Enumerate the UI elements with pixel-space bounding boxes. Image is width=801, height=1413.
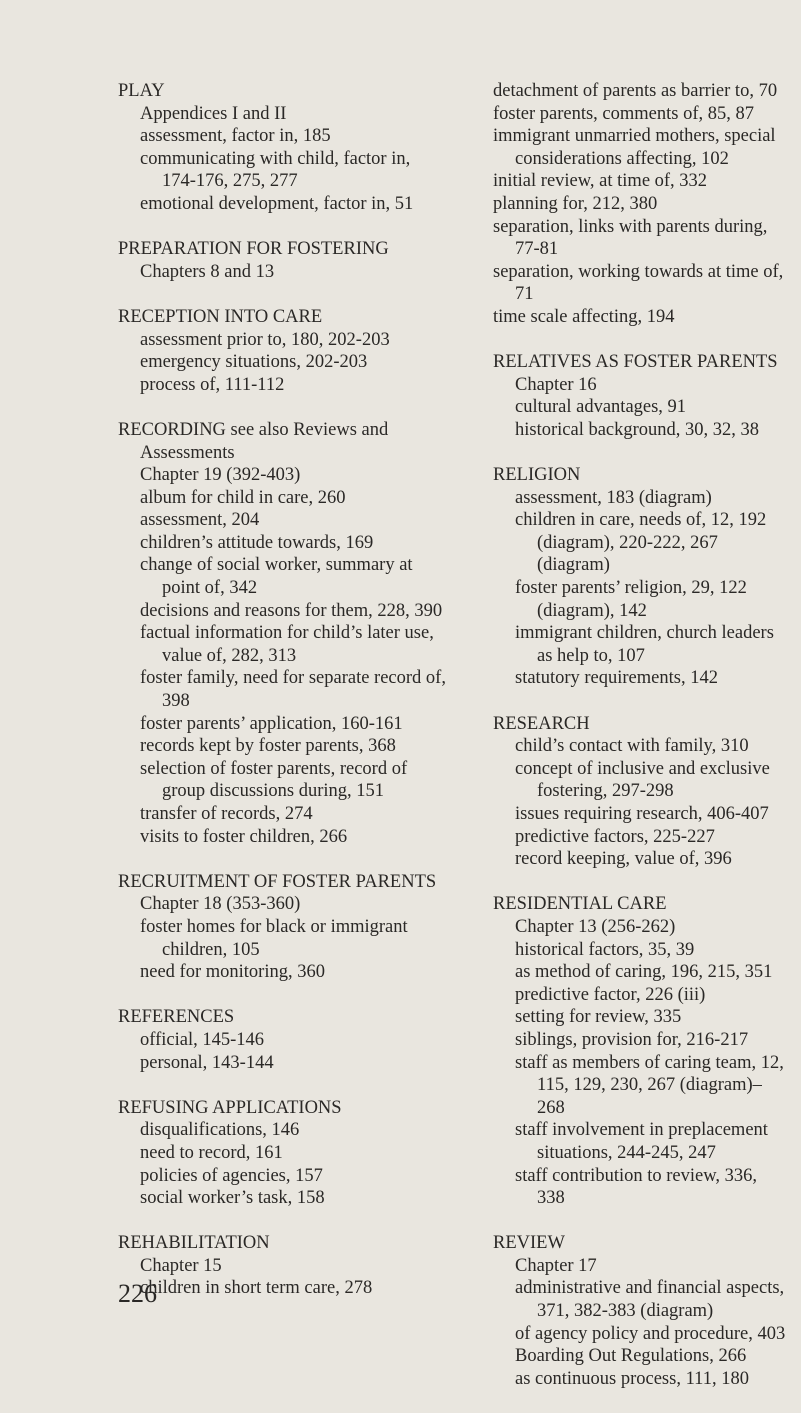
- entry-heading: REHABILITATION: [118, 1233, 270, 1254]
- subentry: foster parents, comments of, 85, 87: [493, 103, 754, 124]
- subentry: Boarding Out Regulations, 266: [515, 1346, 747, 1367]
- subentry: staff involvement in preplacement situations, 244-245, 247: [515, 1120, 768, 1163]
- subentry: immigrant children, church leaders as help to, 107: [515, 623, 774, 666]
- subentry: Appendices I and II: [140, 103, 287, 124]
- subentry: child’s contact with family, 310: [515, 736, 749, 757]
- entry-heading: PREPARATION FOR FOSTERING: [118, 239, 389, 260]
- entry-heading: RELATIVES AS FOSTER PARENTS: [493, 352, 778, 373]
- subentry: policies of agencies, 157: [140, 1165, 323, 1186]
- index-entry: [493, 1232, 789, 1390]
- subentry: visits to foster children, 266: [140, 826, 348, 847]
- entry-heading: REFUSING APPLICATIONS: [118, 1097, 342, 1118]
- subentry: of agency policy and procedure, 403: [515, 1323, 786, 1344]
- subentry: Chapter 15: [140, 1255, 222, 1276]
- subentry: cultural advantages, 91: [515, 397, 687, 418]
- index-entry: [118, 1232, 448, 1300]
- entry-heading: RELIGION: [493, 465, 581, 486]
- subentry: foster homes for black or immigrant children, 105: [140, 916, 408, 960]
- subentry: foster parents’ religion, 29, 122 (diagram), 142: [515, 578, 747, 621]
- subentry: record keeping, value of, 396: [515, 849, 732, 870]
- subentry: foster parents’ application, 160-161: [140, 713, 403, 734]
- subentry: personal, 143-144: [140, 1052, 274, 1073]
- subentry: planning for, 212, 380: [493, 193, 658, 214]
- subentry: social worker’s task, 158: [140, 1188, 325, 1209]
- subentry: need for monitoring, 360: [140, 962, 325, 983]
- subentry: time scale affecting, 194: [493, 306, 675, 327]
- index-entry: [118, 238, 448, 283]
- index-entry: [118, 80, 448, 216]
- subentry: predictive factors, 225-227: [515, 826, 715, 847]
- entry-heading: REVIEW: [493, 1233, 565, 1254]
- subentry: administrative and financial aspects, 371, 382-383 (diagram): [515, 1278, 785, 1322]
- entry-heading: RECRUITMENT OF FOSTER PARENTS: [118, 871, 437, 892]
- entry-heading: PLAY: [118, 81, 165, 101]
- subentry: Chapter 19 (392-403): [140, 465, 301, 486]
- subentry: album for child in care, 260: [140, 487, 346, 508]
- page-number: 226: [118, 1279, 157, 1308]
- subentry: as continuous process, 111, 180: [515, 1368, 749, 1389]
- entry-heading: RECORDING see also Reviews and Assessments: [118, 419, 389, 463]
- subentry: communicating with child, factor in, 174-176, 275, 277: [140, 148, 411, 192]
- subentry: Chapter 17: [515, 1255, 597, 1276]
- left-column: [118, 80, 448, 1323]
- subentry: Chapter 18 (353-360): [140, 894, 301, 915]
- subentry: emotional development, factor in, 51: [140, 193, 414, 214]
- subentry: official, 145-146: [140, 1029, 264, 1050]
- subentry: children in care, needs of, 12, 192 (diagram), 220-222, 267 (diagram): [515, 510, 767, 576]
- index-entry: [493, 713, 789, 871]
- subentry: staff contribution to review, 336, 338: [515, 1165, 757, 1209]
- subentry: separation, links with parents during, 77-81: [493, 216, 768, 260]
- subentry: assessment, 204: [140, 510, 260, 531]
- subentry: immigrant unmarried mothers, special considerations affecting, 102: [493, 126, 776, 169]
- subentry: Chapter 16: [515, 374, 597, 395]
- subentry: detachment of parents as barrier to, 70: [493, 81, 778, 101]
- index-entry: [118, 1006, 448, 1074]
- subentry: need to record, 161: [140, 1142, 283, 1163]
- index-entry: [493, 893, 789, 1209]
- subentry: factual information for child’s later use, value of, 282, 313: [140, 623, 434, 666]
- index-entry: [118, 1097, 448, 1210]
- entry-heading: REFERENCES: [118, 1007, 235, 1028]
- subentry: statutory requirements, 142: [515, 668, 718, 689]
- subentry: children’s attitude towards, 169: [140, 532, 374, 553]
- subentry: transfer of records, 274: [140, 804, 313, 824]
- subentry: disqualifications, 146: [140, 1120, 300, 1141]
- subentry: decisions and reasons for them, 228, 390: [140, 600, 443, 621]
- subentry: change of social worker, summary at point of, 342: [140, 555, 413, 599]
- subentry: Chapters 8 and 13: [140, 261, 275, 282]
- index-entry: [493, 351, 789, 441]
- subentry: assessment, 183 (diagram): [515, 487, 712, 508]
- entry-heading: RESEARCH: [493, 713, 590, 734]
- subentry: predictive factor, 226 (iii): [515, 984, 706, 1005]
- subentry: assessment, factor in, 185: [140, 126, 331, 147]
- subentry: assessment prior to, 180, 202-203: [140, 329, 390, 350]
- subentry: historical factors, 35, 39: [515, 939, 695, 960]
- subentry: as method of caring, 196, 215, 351: [515, 962, 773, 983]
- subentry: staff as members of caring team, 12, 115, 129, 230, 267 (diagram)–268: [515, 1052, 784, 1118]
- right-column: [493, 80, 789, 1413]
- subentry: Chapter 13 (256-262): [515, 916, 676, 937]
- entry-heading: RESIDENTIAL CARE: [493, 894, 667, 915]
- subentry: concept of inclusive and exclusive fostering, 297-298: [515, 758, 770, 802]
- entry-heading: RECEPTION INTO CARE: [118, 306, 323, 327]
- index-entry: [118, 419, 448, 848]
- index-entry: [493, 464, 789, 690]
- subentry: emergency situations, 202-203: [140, 352, 368, 373]
- subentry: setting for review, 335: [515, 1007, 682, 1028]
- subentry: siblings, provision for, 216-217: [515, 1029, 749, 1050]
- subentry: historical background, 30, 32, 38: [515, 419, 760, 440]
- subentry: issues requiring research, 406-407: [515, 804, 769, 824]
- subentry: selection of foster parents, record of group discussions during, 151: [140, 758, 408, 802]
- index-entry: [118, 871, 448, 984]
- index-entry: [118, 306, 448, 396]
- subentry: initial review, at time of, 332: [493, 171, 708, 192]
- subentry: records kept by foster parents, 368: [140, 736, 396, 757]
- subentry: children in short term care, 278: [140, 1278, 373, 1299]
- subentry: foster family, need for separate record of, 398: [140, 668, 446, 712]
- subentry: separation, working towards at time of, 71: [493, 261, 784, 305]
- subentry: process of, 111-112: [140, 374, 285, 395]
- index-entry: [493, 80, 789, 329]
